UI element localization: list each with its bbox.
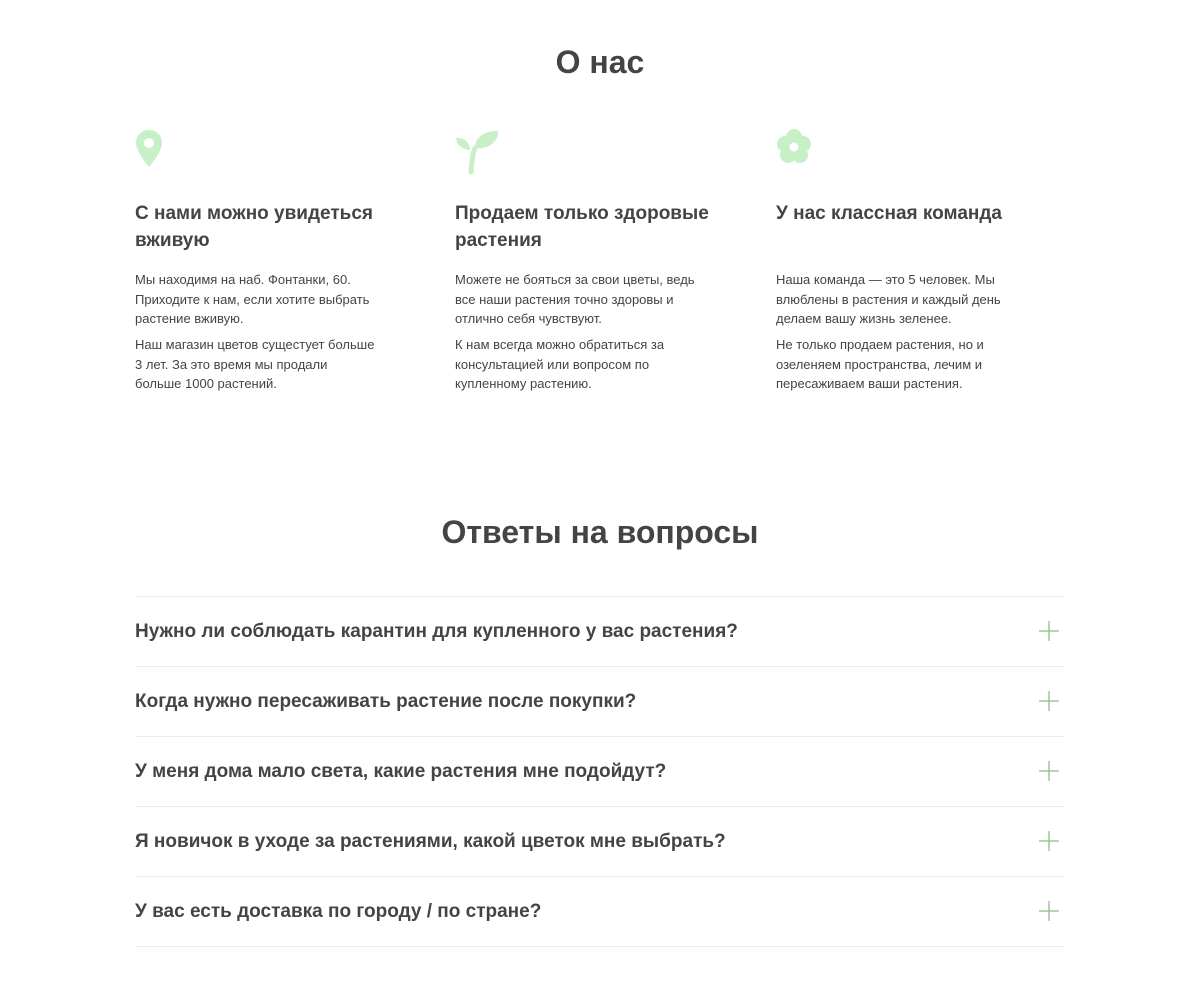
plus-icon[interactable] bbox=[1039, 831, 1059, 851]
feature-title: У нас классная команда bbox=[776, 203, 1002, 224]
faq-question: Когда нужно пересаживать растение после покупки? bbox=[135, 690, 637, 712]
feature-card-visit bbox=[135, 128, 395, 391]
feature-text: Наша команда — это 5 человек. Мы влюблены в растения и каждый день делаем вашу жизнь зеленее. bbox=[776, 272, 1001, 326]
feature-text: Не только продаем растения, но и озеленяем пространства, лечим и пересаживаем ваши растения. bbox=[776, 337, 984, 391]
feature-text: К нам всегда можно обратиться за консультацией или вопросом по купленному растению. bbox=[455, 337, 665, 391]
faq-question: У вас есть доставка по городу / по стране? bbox=[135, 900, 542, 922]
plus-icon[interactable] bbox=[1039, 901, 1059, 921]
feature-card-healthy bbox=[455, 128, 715, 391]
faq-list bbox=[135, 596, 1065, 947]
faq-question: Нужно ли соблюдать карантин для купленного у вас растения? bbox=[135, 620, 738, 642]
feature-title: С нами можно увидеться вживую bbox=[135, 203, 373, 251]
feature-text: Можете не бояться за свои цветы, ведь все наши растения точно здоровы и отлично себя чувствуют. bbox=[455, 272, 695, 326]
plus-icon[interactable] bbox=[1039, 761, 1059, 781]
feature-text: Наш магазин цветов сущестует больше 3 лет. За это время мы продали больше 1000 растений. bbox=[135, 337, 375, 391]
faq-item[interactable] bbox=[135, 806, 1065, 876]
plus-icon[interactable] bbox=[1039, 621, 1059, 641]
faq-section-title: Ответы на вопросы bbox=[441, 514, 759, 550]
plus-icon[interactable] bbox=[1039, 691, 1059, 711]
sprout-icon bbox=[455, 128, 503, 176]
faq-item[interactable] bbox=[135, 736, 1065, 806]
faq-question: Я новичок в уходе за растениями, какой цветок мне выбрать? bbox=[135, 830, 726, 852]
faq-question: У меня дома мало света, какие растения мне подойдут? bbox=[135, 760, 667, 782]
feature-card-team bbox=[776, 128, 1036, 391]
about-section-title: О нас bbox=[555, 44, 645, 80]
faq-item[interactable] bbox=[135, 876, 1065, 947]
map-pin-icon bbox=[135, 128, 183, 176]
faq-item[interactable] bbox=[135, 666, 1065, 736]
faq-item[interactable] bbox=[135, 596, 1065, 666]
flower-icon bbox=[776, 128, 824, 176]
feature-text: Мы находимя на наб. Фонтанки, 60. Приходите к нам, если хотите выбрать растение вживую. bbox=[135, 272, 370, 326]
feature-title: Продаем только здоровые растения bbox=[455, 203, 709, 251]
